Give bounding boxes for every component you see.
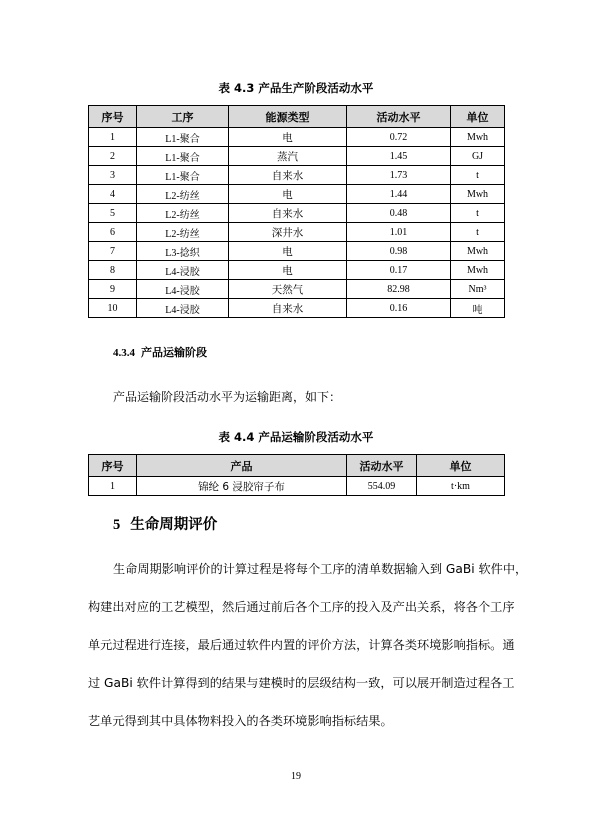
- table-cell: 0.17: [347, 261, 451, 280]
- col-header-activity-level: 活动水平: [347, 455, 417, 477]
- col-header-index: 序号: [89, 106, 137, 128]
- table-cell: 7: [89, 242, 137, 261]
- table-cell: 蒸汽: [229, 147, 347, 166]
- col-header-unit: 单位: [417, 455, 505, 477]
- col-header-unit: 单位: [451, 106, 505, 128]
- table-cell: 1.01: [347, 223, 451, 242]
- table-row: [89, 128, 505, 147]
- table-cell: L2-纺丝: [137, 185, 229, 204]
- table-cell: 天然气: [229, 280, 347, 299]
- table-row: [89, 147, 505, 166]
- table-cell: 6: [89, 223, 137, 242]
- table-cell: 4: [89, 185, 137, 204]
- table-row: [89, 280, 505, 299]
- table-cell: 0.16: [347, 299, 451, 318]
- col-header-process: 工序: [137, 106, 229, 128]
- table-cell: 82.98: [347, 280, 451, 299]
- table-4-4: [88, 454, 505, 496]
- table-4-3-caption: 表 4.3 产品生产阶段活动水平: [218, 81, 374, 95]
- table-cell: 电: [229, 261, 347, 280]
- section-number: 4.3.4: [113, 347, 135, 359]
- body-text-line: 单元过程进行连接，最后通过软件内置的评价方法，计算各类环境影响指标。通: [88, 638, 515, 652]
- table-cell: 9: [89, 280, 137, 299]
- section-4-3-4-heading: [113, 344, 207, 360]
- table-cell: 8: [89, 261, 137, 280]
- col-header-energy-type: 能源类型: [229, 106, 347, 128]
- table-row: [89, 185, 505, 204]
- col-header-activity-level: 活动水平: [347, 106, 451, 128]
- table-row: [89, 261, 505, 280]
- table-cell: t: [451, 166, 505, 185]
- table-cell: 1.44: [347, 185, 451, 204]
- table-cell: Mwh: [451, 185, 505, 204]
- table-cell: 2: [89, 147, 137, 166]
- table-cell: L4-浸胶: [137, 261, 229, 280]
- table-cell: 吨: [451, 299, 505, 318]
- table-cell: t: [451, 223, 505, 242]
- table-cell: 自来水: [229, 299, 347, 318]
- section-title: 产品运输阶段: [141, 346, 207, 359]
- col-header-index: 序号: [89, 455, 137, 477]
- body-text-line: 构建出对应的工艺模型，然后通过前后各个工序的投入及产出关系，将各个工序: [88, 600, 515, 614]
- table-row: [89, 223, 505, 242]
- table-cell: 1.45: [347, 147, 451, 166]
- table-cell: Mwh: [451, 242, 505, 261]
- table-cell: Mwh: [451, 261, 505, 280]
- table-cell: Nm³: [451, 280, 505, 299]
- table-cell: 自来水: [229, 204, 347, 223]
- table-row: [89, 204, 505, 223]
- table-cell: L1-聚合: [137, 147, 229, 166]
- table-header-row: [89, 455, 505, 477]
- table-cell: 554.09: [347, 477, 417, 496]
- transport-paragraph: 产品运输阶段活动水平为运输距离，如下：: [113, 390, 342, 404]
- table-cell: t·km: [417, 477, 505, 496]
- body-text-line: 艺单元得到其中具体物料投入的各类环境影响指标结果。: [88, 714, 393, 728]
- table-cell: 1: [89, 128, 137, 147]
- table-cell: 5: [89, 204, 137, 223]
- table-cell: L2-纺丝: [137, 223, 229, 242]
- table-4-3: [88, 105, 505, 318]
- table-cell: 电: [229, 242, 347, 261]
- table-cell: GJ: [451, 147, 505, 166]
- col-header-product: 产品: [137, 455, 347, 477]
- table-cell: 电: [229, 128, 347, 147]
- table-cell: 深井水: [229, 223, 347, 242]
- table-cell: 1.73: [347, 166, 451, 185]
- table-cell: L1-聚合: [137, 166, 229, 185]
- section-5-heading: [113, 513, 217, 534]
- table-row: [89, 477, 505, 496]
- body-text-line: 过 GaBi 软件计算得到的结果与建模时的层级结构一致，可以展开制造过程各工: [88, 676, 515, 690]
- table-4-4-caption: 表 4.4 产品运输阶段活动水平: [218, 430, 374, 444]
- table-cell: 电: [229, 185, 347, 204]
- table-cell: 锦纶 6 浸胶帘子布: [137, 477, 347, 496]
- body-text-line: 生命周期影响评价的计算过程是将每个工序的清单数据输入到 GaBi 软件中，: [113, 562, 528, 576]
- table-cell: L3-捻织: [137, 242, 229, 261]
- table-cell: 10: [89, 299, 137, 318]
- section-number: 5: [113, 517, 121, 533]
- table-cell: Mwh: [451, 128, 505, 147]
- table-cell: 0.48: [347, 204, 451, 223]
- table-cell: 0.98: [347, 242, 451, 261]
- table-cell: L4-浸胶: [137, 299, 229, 318]
- table-header-row: [89, 106, 505, 128]
- table-row: [89, 299, 505, 318]
- table-cell: 0.72: [347, 128, 451, 147]
- table-cell: L2-纺丝: [137, 204, 229, 223]
- table-row: [89, 242, 505, 261]
- table-cell: 3: [89, 166, 137, 185]
- table-cell: t: [451, 204, 505, 223]
- table-cell: L1-聚合: [137, 128, 229, 147]
- table-cell: 自来水: [229, 166, 347, 185]
- table-cell: L4-浸胶: [137, 280, 229, 299]
- table-cell: 1: [89, 477, 137, 496]
- table-row: [89, 166, 505, 185]
- page-number: 19: [291, 771, 301, 782]
- section-title: 生命周期评价: [130, 517, 218, 533]
